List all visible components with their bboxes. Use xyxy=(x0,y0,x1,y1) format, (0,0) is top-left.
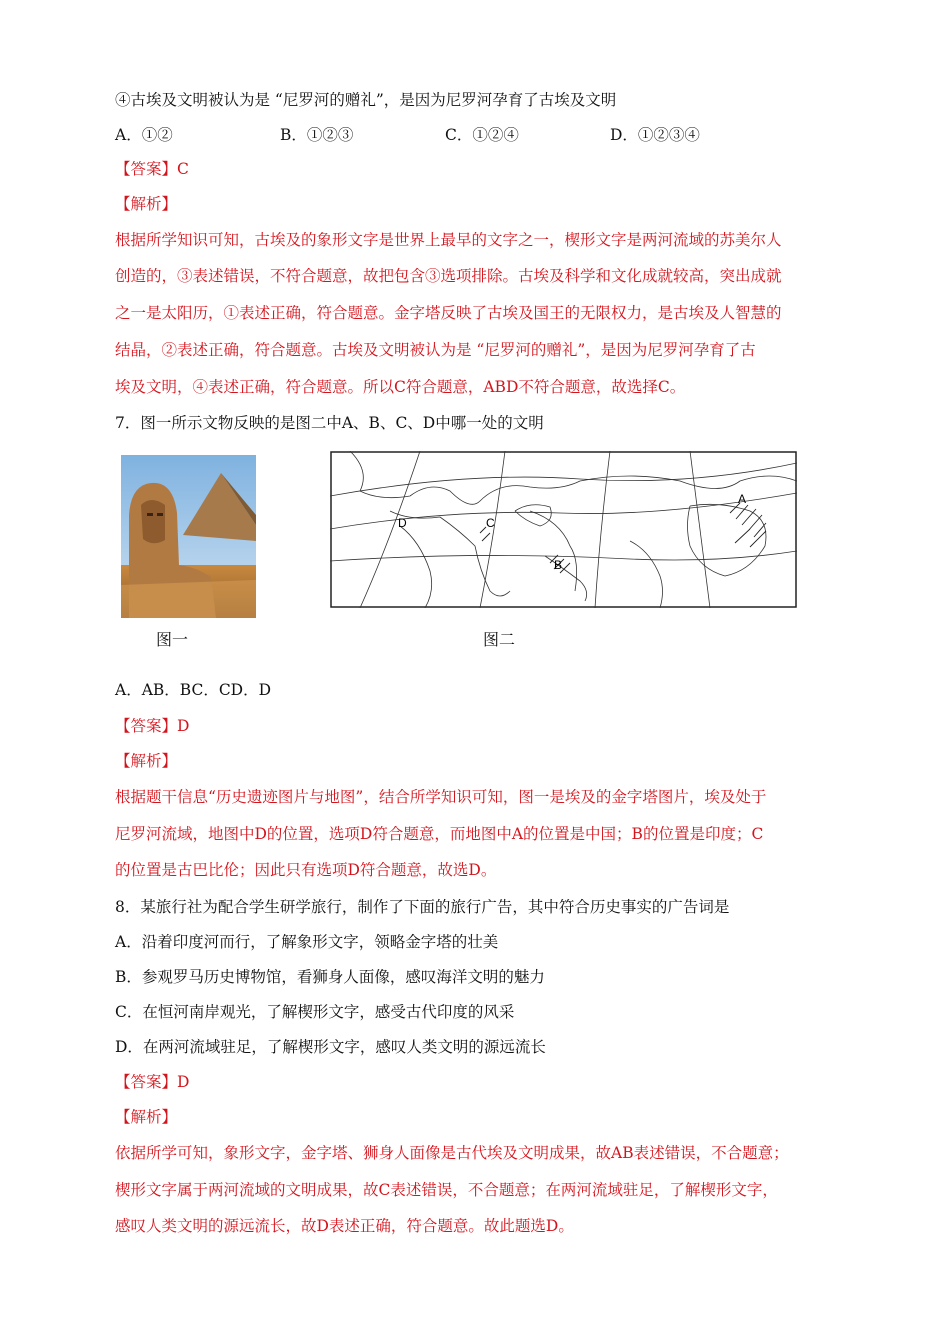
figure-1-sphinx-pyramid xyxy=(121,455,256,618)
q6-option-a: A．①② xyxy=(115,126,173,144)
map-label-b: B xyxy=(554,558,563,572)
q7-analysis-line: 尼罗河流域，地图中D的位置，选项D符合题意，而地图中A的位置是中国；B的位置是印度；C xyxy=(115,825,764,843)
q8-analysis-line: 依据所学可知，象形文字，金字塔、狮身人面像是古代埃及文明成果，故AB表述错误，不合题意； xyxy=(115,1144,789,1162)
map-label-d: D xyxy=(398,516,407,530)
q7-analysis-line: 的位置是古巴比伦；因此只有选项D符合题意，故选D。 xyxy=(115,861,497,879)
q6-option-c: C．①②④ xyxy=(445,126,519,144)
q8-option-d: D．在两河流域驻足，了解楔形文字，感叹人类文明的源远流长 xyxy=(115,1038,546,1056)
figure-1-caption: 图一 xyxy=(156,630,189,649)
map-label-a: A xyxy=(738,492,747,506)
q7-analysis-line: 根据题干信息“历史遗迹图片与地图”，结合所学知识可知，图一是埃及的金字塔图片，埃及处于 xyxy=(115,788,767,806)
q6-analysis-line: 之一是太阳历，①表述正确，符合题意。金字塔反映了古埃及国王的无限权力，是古埃及人智慧的 xyxy=(115,304,782,322)
q6-analysis-line: 创造的，③表述错误，不符合题意，故把包含③选项排除。古埃及科学和文化成就较高，突出成就 xyxy=(115,267,782,285)
q8-question: 8．某旅行社为配合学生研学旅行，制作了下面的旅行广告，其中符合历史事实的广告词是 xyxy=(115,898,730,916)
q8-option-a: A．沿着印度河而行，了解象形文字，领略金字塔的壮美 xyxy=(115,933,499,951)
q8-analysis-label: 【解析】 xyxy=(115,1108,178,1126)
q8-option-b: B．参观罗马历史博物馆，看狮身人面像，感叹海洋文明的魅力 xyxy=(115,968,545,986)
q7-options: A．AB．BC．CD．D xyxy=(115,681,272,699)
q8-analysis-line: 感叹人类文明的源远流长，故D表述正确，符合题意。故此题选D。 xyxy=(115,1217,574,1235)
figure-2-caption: 图二 xyxy=(483,630,516,649)
q6-analysis-line: 结晶，②表述正确，符合题意。古埃及文明被认为是 “尼罗河的赠礼”，是因为尼罗河孕育了古 xyxy=(115,341,756,359)
map-label-c: C xyxy=(486,516,495,530)
q8-option-c: C．在恒河南岸观光，了解楔形文字，感受古代印度的风采 xyxy=(115,1003,515,1021)
q6-analysis-line: 埃及文明，④表述正确，符合题意。所以C符合题意，ABD不符合题意，故选择C。 xyxy=(115,378,686,396)
q8-answer: 【答案】D xyxy=(115,1073,190,1091)
q6-answer: 【答案】C xyxy=(115,160,189,178)
q7-analysis-label: 【解析】 xyxy=(115,752,178,770)
q6-statement-4: ④古埃及文明被认为是 “尼罗河的赠礼”，是因为尼罗河孕育了古埃及文明 xyxy=(115,91,617,109)
q6-option-d: D．①②③④ xyxy=(610,126,700,144)
q6-options xyxy=(115,125,815,145)
q6-analysis-line: 根据所学知识可知，古埃及的象形文字是世界上最早的文字之一，楔形文字是两河流域的苏美尔人 xyxy=(115,231,782,249)
q6-analysis-label: 【解析】 xyxy=(115,195,178,213)
q8-analysis-line: 楔形文字属于两河流域的文明成果，故C表述错误，不合题意；在两河流域驻足，了解楔形文字， xyxy=(115,1181,778,1199)
q7-question: 7．图一所示文物反映的是图二中A、B、C、D中哪一处的文明 xyxy=(115,414,544,432)
figure-2-map xyxy=(330,451,797,608)
q6-option-b: B．①②③ xyxy=(280,126,354,144)
q7-answer: 【答案】D xyxy=(115,717,190,735)
